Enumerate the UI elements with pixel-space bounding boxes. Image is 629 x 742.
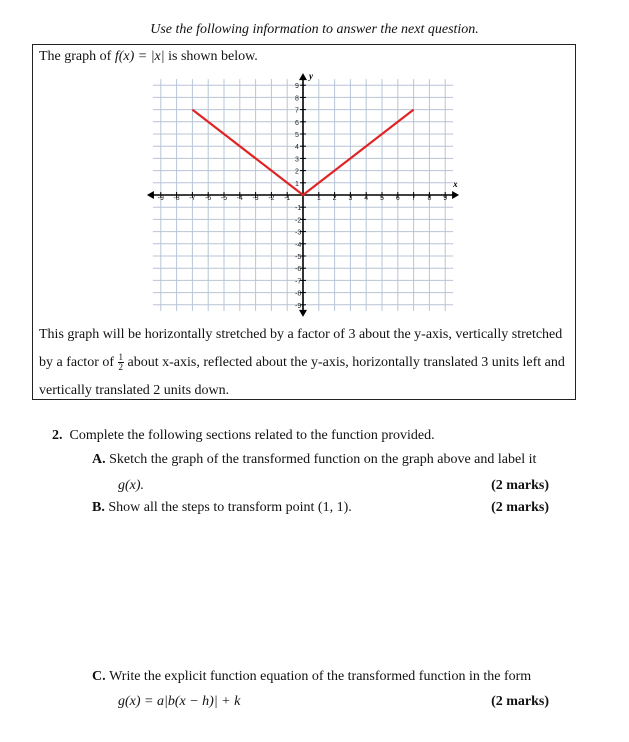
x-tick-label: -7 — [189, 195, 196, 202]
absolute-value-graph — [153, 71, 458, 313]
x-tick-label: 6 — [395, 195, 400, 202]
part-b — [92, 500, 352, 516]
x-tick-label: -9 — [157, 195, 164, 202]
x-tick-label: 2 — [332, 195, 337, 202]
x-tick-label: 5 — [380, 195, 384, 202]
y-tick-label: -8 — [295, 290, 302, 298]
y-tick-label: -4 — [295, 241, 302, 249]
question-number: 2. — [52, 428, 63, 443]
fraction-one-half — [118, 353, 125, 372]
y-tick-label: 6 — [295, 119, 299, 127]
y-tick-label: 9 — [295, 83, 299, 91]
y-tick-label: 1 — [295, 180, 299, 188]
box-title-suffix: is shown below. — [164, 49, 258, 64]
y-tick-label: 2 — [295, 168, 299, 176]
description-part1: This graph will be horizontally stretched by a factor of 3 about the y-axis, vertically stretched by a factor of — [39, 327, 563, 370]
question-2 — [52, 428, 435, 444]
part-b-text: Show all the steps to transform point (1, 1). — [108, 500, 352, 515]
y-tick-label: -6 — [295, 266, 302, 274]
part-a-marks: (2 marks) — [491, 478, 549, 493]
y-tick-label: 3 — [295, 156, 299, 164]
box-title-prefix: The graph of — [39, 49, 115, 64]
question-stem: Complete the following sections related to the function provided. — [69, 428, 435, 443]
x-axis-label: x — [453, 179, 458, 189]
part-c-function: g(x) = a|b(x − h)| + k — [118, 694, 241, 709]
part-a-label: A. — [92, 452, 106, 467]
x-tick-label: -6 — [205, 195, 212, 202]
x-tick-label: 9 — [443, 195, 448, 202]
part-a-text: Sketch the graph of the transformed function on the graph above and label it — [109, 452, 537, 467]
x-tick-label: -4 — [236, 195, 243, 202]
x-tick-label: -8 — [173, 195, 180, 202]
description-part2: about x-axis, reflected about the y-axis, horizontally translated 3 units left and vertically translated 2 units down. — [39, 355, 565, 398]
y-tick-label: 4 — [295, 144, 299, 152]
y-tick-label: 8 — [295, 95, 299, 103]
part-b-label: B. — [92, 500, 105, 515]
part-c-marks: (2 marks) — [491, 694, 549, 709]
y-tick-label: 7 — [295, 107, 299, 115]
x-tick-label: 3 — [348, 195, 353, 202]
x-tick-label: -3 — [252, 195, 259, 202]
y-axis-label: y — [309, 71, 313, 82]
y-axis-arrow-down — [299, 310, 307, 317]
part-c-text: Write the explicit function equation of the transformed function in the form — [109, 669, 532, 684]
y-tick-label: -9 — [295, 302, 302, 310]
intro-text: Use the following information to answer the next question. — [150, 22, 479, 37]
y-tick-label: -1 — [295, 205, 302, 213]
x-tick-label: -5 — [220, 195, 228, 202]
x-tick-label: 4 — [364, 195, 369, 202]
fraction-numerator: 1 — [118, 352, 124, 363]
y-axis-arrow-up — [299, 73, 307, 80]
x-tick-label: 7 — [411, 195, 416, 202]
part-a-function: g(x). — [118, 478, 145, 493]
y-tick-label: -7 — [295, 278, 302, 286]
transformation-description — [39, 321, 571, 405]
x-axis-arrow-left — [147, 191, 154, 199]
function-f: f(x) = |x| — [114, 49, 165, 64]
y-tick-label: 5 — [295, 132, 299, 139]
part-b-marks: (2 marks) — [491, 500, 549, 515]
x-tick-label: -2 — [268, 195, 275, 202]
x-tick-label: 1 — [316, 195, 321, 202]
x-tick-label: 8 — [427, 195, 432, 202]
y-tick-label: -3 — [295, 229, 302, 237]
fraction-denominator: 2 — [118, 362, 124, 373]
info-box — [32, 44, 576, 400]
part-c-label: C. — [92, 669, 106, 684]
y-tick-label: -2 — [295, 217, 302, 225]
y-tick-label: -5 — [295, 254, 302, 261]
part-a — [92, 452, 536, 468]
part-c — [92, 669, 531, 685]
x-tick-label: -1 — [284, 195, 291, 202]
x-axis-arrow-right — [452, 191, 459, 199]
box-title — [39, 49, 258, 65]
